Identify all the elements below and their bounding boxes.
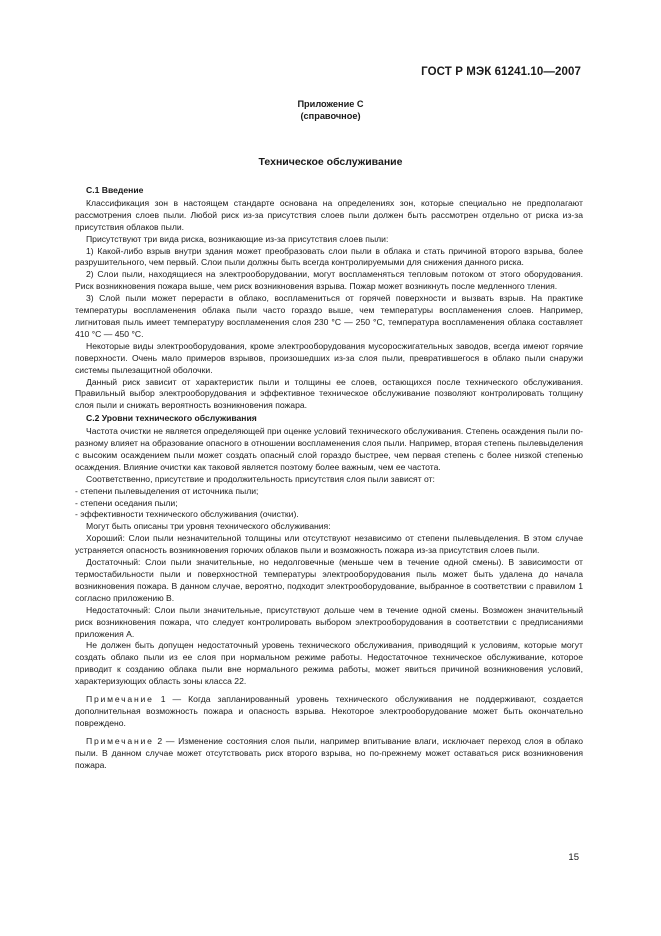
note-1 — [75, 694, 583, 730]
appendix-type: (справочное) — [300, 111, 361, 121]
list-item: - эффективности технического обслуживания (очистки). — [75, 509, 299, 520]
paragraph: Классификация зон в настоящем стандарте основана на определениях зон, которые специально не предполагают рассмотрения слоев пыли. Любой риск из-за присутствия слоев пыли должен быть рассмотрен отдельно от риска из-за присутствия облаков пыли. — [75, 197, 583, 232]
appendix-label: Приложение С — [297, 99, 364, 109]
paragraph: Частота очистки не является определяющей при оценке условий технического обслуживания. Степень осаждения пыли по-разному влияет на образование опасного в отношении воспламенения слоя пыли. Например, вторая степень пылевыделения с высоким осаждением пыли может создать опасный слой гораздо быстрее, чем первая степень с более низкой степенью осаждения. Влияние очистки как таковой является поэтому более важным, чем ее частота. — [75, 426, 583, 472]
section-heading: С.1 Введение — [86, 185, 144, 195]
paragraph: Присутствуют три вида риска, возникающие из-за присутствия слоев пыли: — [86, 233, 389, 244]
page-number: 15 — [568, 852, 579, 863]
list-item: - степени оседания пыли; — [75, 497, 178, 508]
paragraph: Достаточный: Слои пыли значительные, но недолговечные (меньше чем в течение одной смены). В зависимости от термостабильности пыли и поверхностной температуры электрооборудования пыль может быть удалена до начала возникновения пожара. В данном случае, вероятно, подходит электрооборудование, выбранное в соответствии с правилом 1 согласно приложению В. — [75, 557, 583, 603]
appendix-heading — [0, 98, 661, 122]
list-item: - степени пылевыделения от источника пыли; — [75, 485, 259, 496]
paragraph: Соответственно, присутствие и продолжительность присутствия слоя пыли зависят от: — [86, 473, 435, 484]
paragraph: 2) Слои пыли, находящиеся на электрооборудовании, могут воспламеняться тепловым потоком от этого оборудования. Риск возникновения пожара выше, чем риск возникновения взрыва. Пожар может возникнуть после медленного тления. — [75, 269, 583, 292]
section-heading: С.2 Уровни технического обслуживания — [86, 413, 257, 424]
paragraph: Хороший: Слои пыли незначительной толщины или отсутствуют независимо от степени пылевыделения. В этом случае устраняется опасность возникновения горючих облаков пыли и возможность пожара из-за присутствия слоев пыли. — [75, 533, 583, 556]
paragraph: 3) Слой пыли может перерасти в облако, воспламениться от горячей поверхности и вызвать взрыв. На практике температуры воспламенения облака пыли часто гораздо выше, чем температуры воспламенения слоев. Например, лигнитовая пыль имеет температуру воспламенения слоя 230 °С — 250 °С, температура воспламенения облака составляет 410 °С — 450 °С. — [75, 293, 583, 339]
paragraph: Недостаточный: Слои пыли значительные, присутствуют дольше чем в течение одной смены. Возможен значительный риск возникновения пожара, что следует контролировать выбором электрооборудования в соответствии с предписаниями приложения А. — [75, 604, 583, 639]
note-2 — [75, 736, 583, 772]
note-text: 1 — Когда запланированный уровень технического обслуживания не поддерживают, создается дополнительная возможность пожара и опасность взрыва. Некоторое электрооборудование может быть окончательно повреждено. — [75, 694, 583, 728]
paragraph: Могут быть описаны три уровня технического обслуживания: — [86, 521, 331, 532]
paragraph: 1) Какой-либо взрыв внутри здания может преобразовать слои пыли в облака и стать причиной второго взрыва, более разрушительного, чем первый. Слои пыли должны быть всегда контролируемыми для снижения данного риска. — [75, 245, 583, 268]
paragraph: Некоторые виды электрооборудования, кроме электрооборудования мусоросжигательных заводов, всегда имеют горячие поверхности. Очень мало примеров взрывов, произошедших из-за слоя пыли, превратившегося в облако пыли снаружи системы пылезащитной оболочки. — [75, 340, 583, 375]
document-body — [75, 184, 583, 772]
note-label: Примечание — [86, 735, 154, 746]
standard-designation: ГОСТ Р МЭК 61241.10—2007 — [421, 66, 581, 78]
paragraph: Данный риск зависит от характеристик пыли и толщины ее слоев, остающихся после технического обслуживания. Правильный выбор электрооборудования и эффективное техническое обслуживание позволяют контролировать толщину слоя пыли и снижать вероятность возникновения пожара. — [75, 376, 583, 411]
page-title: Техническое обслуживание — [258, 156, 403, 168]
paragraph: Не должен быть допущен недостаточный уровень технического обслуживания, приводящий к условиям, которые могут создать облако пыли из ее слоя при нормальном режиме работы. Недостаточное техническое обслуживание, которое приводит к созданию облака пыли вне нормального режима работы, может явиться причиной возникновения условий, характеризующих область зоны класса 22. — [75, 640, 583, 687]
note-text: 2 — Изменение состояния слоя пыли, например впитывание влаги, исключает переход слоя в облако пыли. В данном случае может отсутствовать риск второго взрыва, но по-прежнему может оставаться риск возникновения пожара. — [75, 735, 583, 770]
note-label: Примечание — [86, 694, 154, 705]
